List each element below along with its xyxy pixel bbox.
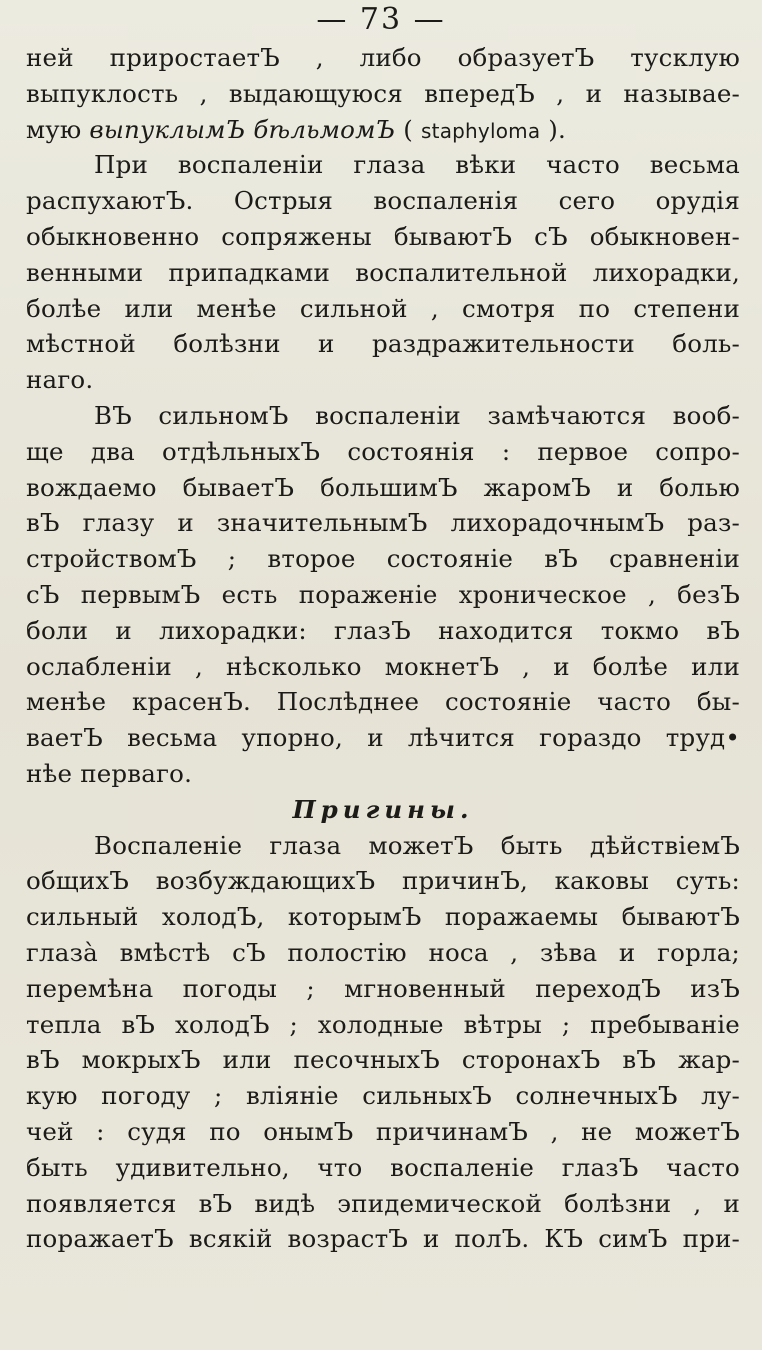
text-line: нѣе перваго. [26, 758, 193, 788]
text-line: выпуклость , выдающуюся впередЪ , и называе- [26, 78, 740, 108]
text-fragment: мую [26, 114, 90, 144]
paragraph-first-line: При воспаленіи глаза вѣки часто весьма [94, 150, 740, 180]
page-number-header: — 73 — [316, 2, 446, 37]
text-fragment: ( [395, 114, 422, 144]
paragraph-first-line: Воспаленіе глаза можетЪ быть дѣйствіемЪ [94, 830, 740, 860]
text-line: тепла вЪ холодЪ ; холодные вѣтры ; пребываніе [26, 1009, 740, 1039]
latin-term: staphyloma [421, 118, 541, 143]
text-line: сЪ первымЪ есть пораженіе хроническое , безЪ [26, 579, 740, 609]
text-line: обыкновенно сопряжены бываютЪ сЪ обыкновен- [26, 221, 740, 251]
text-line: ще два отдѣльныхЪ состоянія : первое сопро- [26, 436, 740, 466]
text-line: глазà вмѣстѣ сЪ полостію носа , зѣва и горла; [26, 937, 740, 967]
text-line: появляется вЪ видѣ эпидемической болѣзни , и [26, 1188, 740, 1218]
text-line: вождаемо бываетЪ большимЪ жаромЪ и болью [26, 472, 740, 502]
page-body-text [26, 40, 740, 1257]
text-fragment: ). [540, 114, 567, 144]
text-line: ней приростаетЪ , либо образуетЪ тусклую [26, 43, 740, 72]
text-line: ваетЪ весьма упорно, и лѣчится гораздо труд• [26, 723, 740, 753]
italic-term: выпуклымЪ бѣльмомЪ [89, 114, 396, 144]
text-line: поражаетЪ всякій возрастЪ и полЪ. КЪ симЪ при- [26, 1224, 740, 1254]
text-line: наго. [26, 365, 94, 395]
text-line: распухаютЪ. Острыя воспаленія сего орудія [26, 186, 740, 216]
text-line: перемѣна погоды ; мгновенный переходЪ изЪ [26, 973, 740, 1003]
text-line: общихЪ возбуждающихЪ причинЪ, каковы суть: [26, 866, 740, 896]
text-line: ослабленіи , нѣсколько мокнетЪ , и болѣе или [26, 651, 740, 681]
text-line: венными припадками воспалительной лихорадки, [26, 257, 740, 287]
text-line [26, 112, 740, 148]
text-line: сильный холодЪ, которымЪ поражаемы бываютЪ [26, 902, 740, 932]
text-line: кую погоду ; вліяніе сильныхЪ солнечныхЪ лу- [26, 1081, 740, 1111]
text-line: вЪ глазу и значительнымЪ лихорадочнымЪ раз- [26, 508, 740, 538]
text-line: боли и лихорадки: глазЪ находится токмо вЪ [26, 615, 740, 645]
text-line: мѣстной болѣзни и раздражительности боль- [26, 329, 740, 359]
text-line: стройствомЪ ; второе состояніе вЪ сравненіи [26, 544, 740, 574]
paragraph-first-line: ВЪ сильномЪ воспаленіи замѣчаются вооб- [94, 400, 740, 430]
text-line: менѣе красенЪ. Послѣднее состояніе часто бы- [26, 687, 740, 717]
text-line: болѣе или менѣе сильной , смотря по степени [26, 293, 740, 323]
text-line: чей : судя по онымЪ причинамЪ , не можетЪ [26, 1116, 740, 1146]
text-line: быть удивительно, что воспаленіе глазЪ часто [26, 1152, 740, 1182]
text-line: вЪ мокрыхЪ или песочныхЪ сторонахЪ вЪ жар- [26, 1045, 740, 1075]
section-heading: Пригины. [292, 794, 474, 824]
